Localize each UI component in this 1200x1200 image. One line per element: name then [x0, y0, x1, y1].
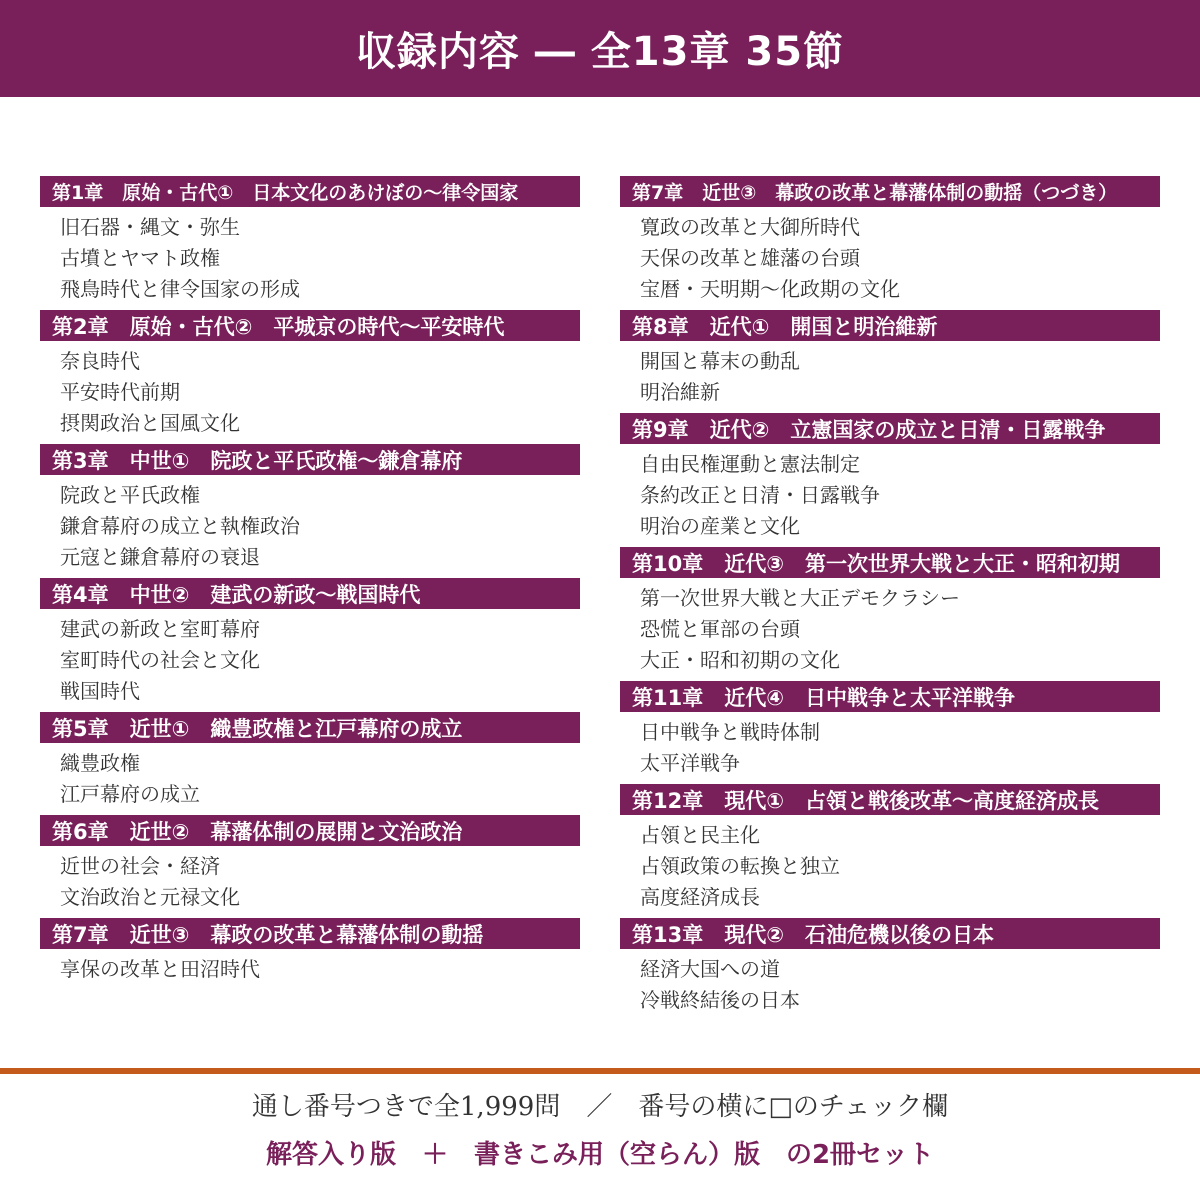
section-item: 飛鳥時代と律令国家の形成: [60, 277, 300, 301]
chapter-block: [620, 547, 1160, 681]
chapter-column-left: [40, 176, 580, 990]
section-item: 第一次世界大戦と大正デモクラシー: [640, 586, 960, 610]
section-item: 大正・昭和初期の文化: [640, 648, 840, 672]
section-item: 院政と平氏政権: [60, 483, 200, 507]
chapter-heading: 第4章 中世② 建武の新政～戦国時代: [40, 578, 580, 609]
section-item: 平安時代前期: [60, 380, 180, 404]
section-item: 開国と幕末の動乱: [640, 349, 800, 373]
chapter-heading: 第11章 近代④ 日中戦争と太平洋戦争: [620, 681, 1160, 712]
section-list: [40, 475, 580, 578]
section-item: 占領政策の転換と独立: [640, 854, 840, 878]
chapter-heading: 第7章 近世③ 幕政の改革と幕藩体制の動揺（つづき）: [620, 176, 1160, 207]
section-item: 条約改正と日清・日露戦争: [640, 483, 880, 507]
section-item: 宝暦・天明期～化政期の文化: [640, 277, 900, 301]
chapter-block: [620, 310, 1160, 413]
chapter-heading: 第13章 現代② 石油危機以後の日本: [620, 918, 1160, 949]
chapter-block: [40, 918, 580, 990]
page-title: 収録内容 ― 全13章 35節: [355, 29, 845, 75]
chapter-block: [40, 578, 580, 712]
section-item: 元寇と鎌倉幕府の衰退: [60, 545, 260, 569]
section-item: 明治の産業と文化: [640, 514, 800, 538]
section-item: 明治維新: [640, 380, 720, 404]
section-list: [620, 815, 1160, 918]
section-list: [40, 846, 580, 918]
section-list: [620, 712, 1160, 784]
chapter-block: [40, 815, 580, 918]
section-item: 建武の新政と室町幕府: [60, 617, 260, 641]
section-item: 自由民権運動と憲法制定: [640, 452, 860, 476]
section-item: 鎌倉幕府の成立と執権政治: [60, 514, 300, 538]
section-item: 戦国時代: [60, 679, 140, 703]
section-item: 冷戦終結後の日本: [640, 988, 800, 1012]
chapter-block: [620, 413, 1160, 547]
chapter-heading: 第5章 近世① 織豊政権と江戸幕府の成立: [40, 712, 580, 743]
chapter-heading: 第7章 近世③ 幕政の改革と幕藩体制の動揺: [40, 918, 580, 949]
section-item: 旧石器・縄文・弥生: [60, 215, 240, 239]
chapter-heading: 第6章 近世② 幕藩体制の展開と文治政治: [40, 815, 580, 846]
section-item: 古墳とヤマト政権: [60, 246, 220, 270]
chapter-block: [40, 176, 580, 310]
section-item: 寛政の改革と大御所時代: [640, 215, 860, 239]
section-list: [40, 743, 580, 815]
section-item: 享保の改革と田沼時代: [60, 957, 260, 981]
chapter-block: [40, 444, 580, 578]
section-item: 太平洋戦争: [640, 751, 740, 775]
chapter-heading: 第12章 現代① 占領と戦後改革～高度経済成長: [620, 784, 1160, 815]
section-item: 恐慌と軍部の台頭: [640, 617, 800, 641]
section-item: 占領と民主化: [640, 823, 760, 847]
section-list: [40, 609, 580, 712]
section-item: 経済大国への道: [640, 957, 780, 981]
section-list: [620, 341, 1160, 413]
section-list: [620, 444, 1160, 547]
section-item: 日中戦争と戦時体制: [640, 720, 820, 744]
chapter-block: [620, 681, 1160, 784]
chapter-column-right: [620, 176, 1160, 1021]
section-list: [620, 207, 1160, 310]
chapter-block: [620, 176, 1160, 310]
section-list: [620, 578, 1160, 681]
footer-feature-text: 通し番号つきで全1,999問 ／ 番号の横に□のチェック欄: [251, 1092, 949, 1122]
section-list: [40, 949, 580, 990]
section-list: [40, 207, 580, 310]
chapter-block: [620, 784, 1160, 918]
section-item: 織豊政権: [60, 751, 140, 775]
section-item: 奈良時代: [60, 349, 140, 373]
chapter-heading: 第2章 原始・古代② 平城京の時代～平安時代: [40, 310, 580, 341]
footer-set-text: 解答入り版 ＋ 書きこみ用（空らん）版 の2冊セット: [265, 1140, 935, 1170]
section-item: 高度経済成長: [640, 885, 760, 909]
section-item: 近世の社会・経済: [60, 854, 220, 878]
chapter-heading: 第10章 近代③ 第一次世界大戦と大正・昭和初期: [620, 547, 1160, 578]
chapter-heading: 第9章 近代② 立憲国家の成立と日清・日露戦争: [620, 413, 1160, 444]
section-item: 摂関政治と国風文化: [60, 411, 240, 435]
section-item: 天保の改革と雄藩の台頭: [640, 246, 860, 270]
section-list: [40, 341, 580, 444]
section-item: 江戸幕府の成立: [60, 782, 200, 806]
chapter-heading: 第1章 原始・古代① 日本文化のあけぼの～律令国家: [40, 176, 580, 207]
chapter-block: [40, 712, 580, 815]
section-item: 文治政治と元禄文化: [60, 885, 240, 909]
header-banner: [0, 0, 1200, 97]
chapter-heading: 第8章 近代① 開国と明治維新: [620, 310, 1160, 341]
chapter-heading: 第3章 中世① 院政と平氏政権～鎌倉幕府: [40, 444, 580, 475]
footer-divider: [0, 1068, 1200, 1074]
chapter-block: [620, 918, 1160, 1021]
section-list: [620, 949, 1160, 1021]
chapter-block: [40, 310, 580, 444]
section-item: 室町時代の社会と文化: [60, 648, 260, 672]
